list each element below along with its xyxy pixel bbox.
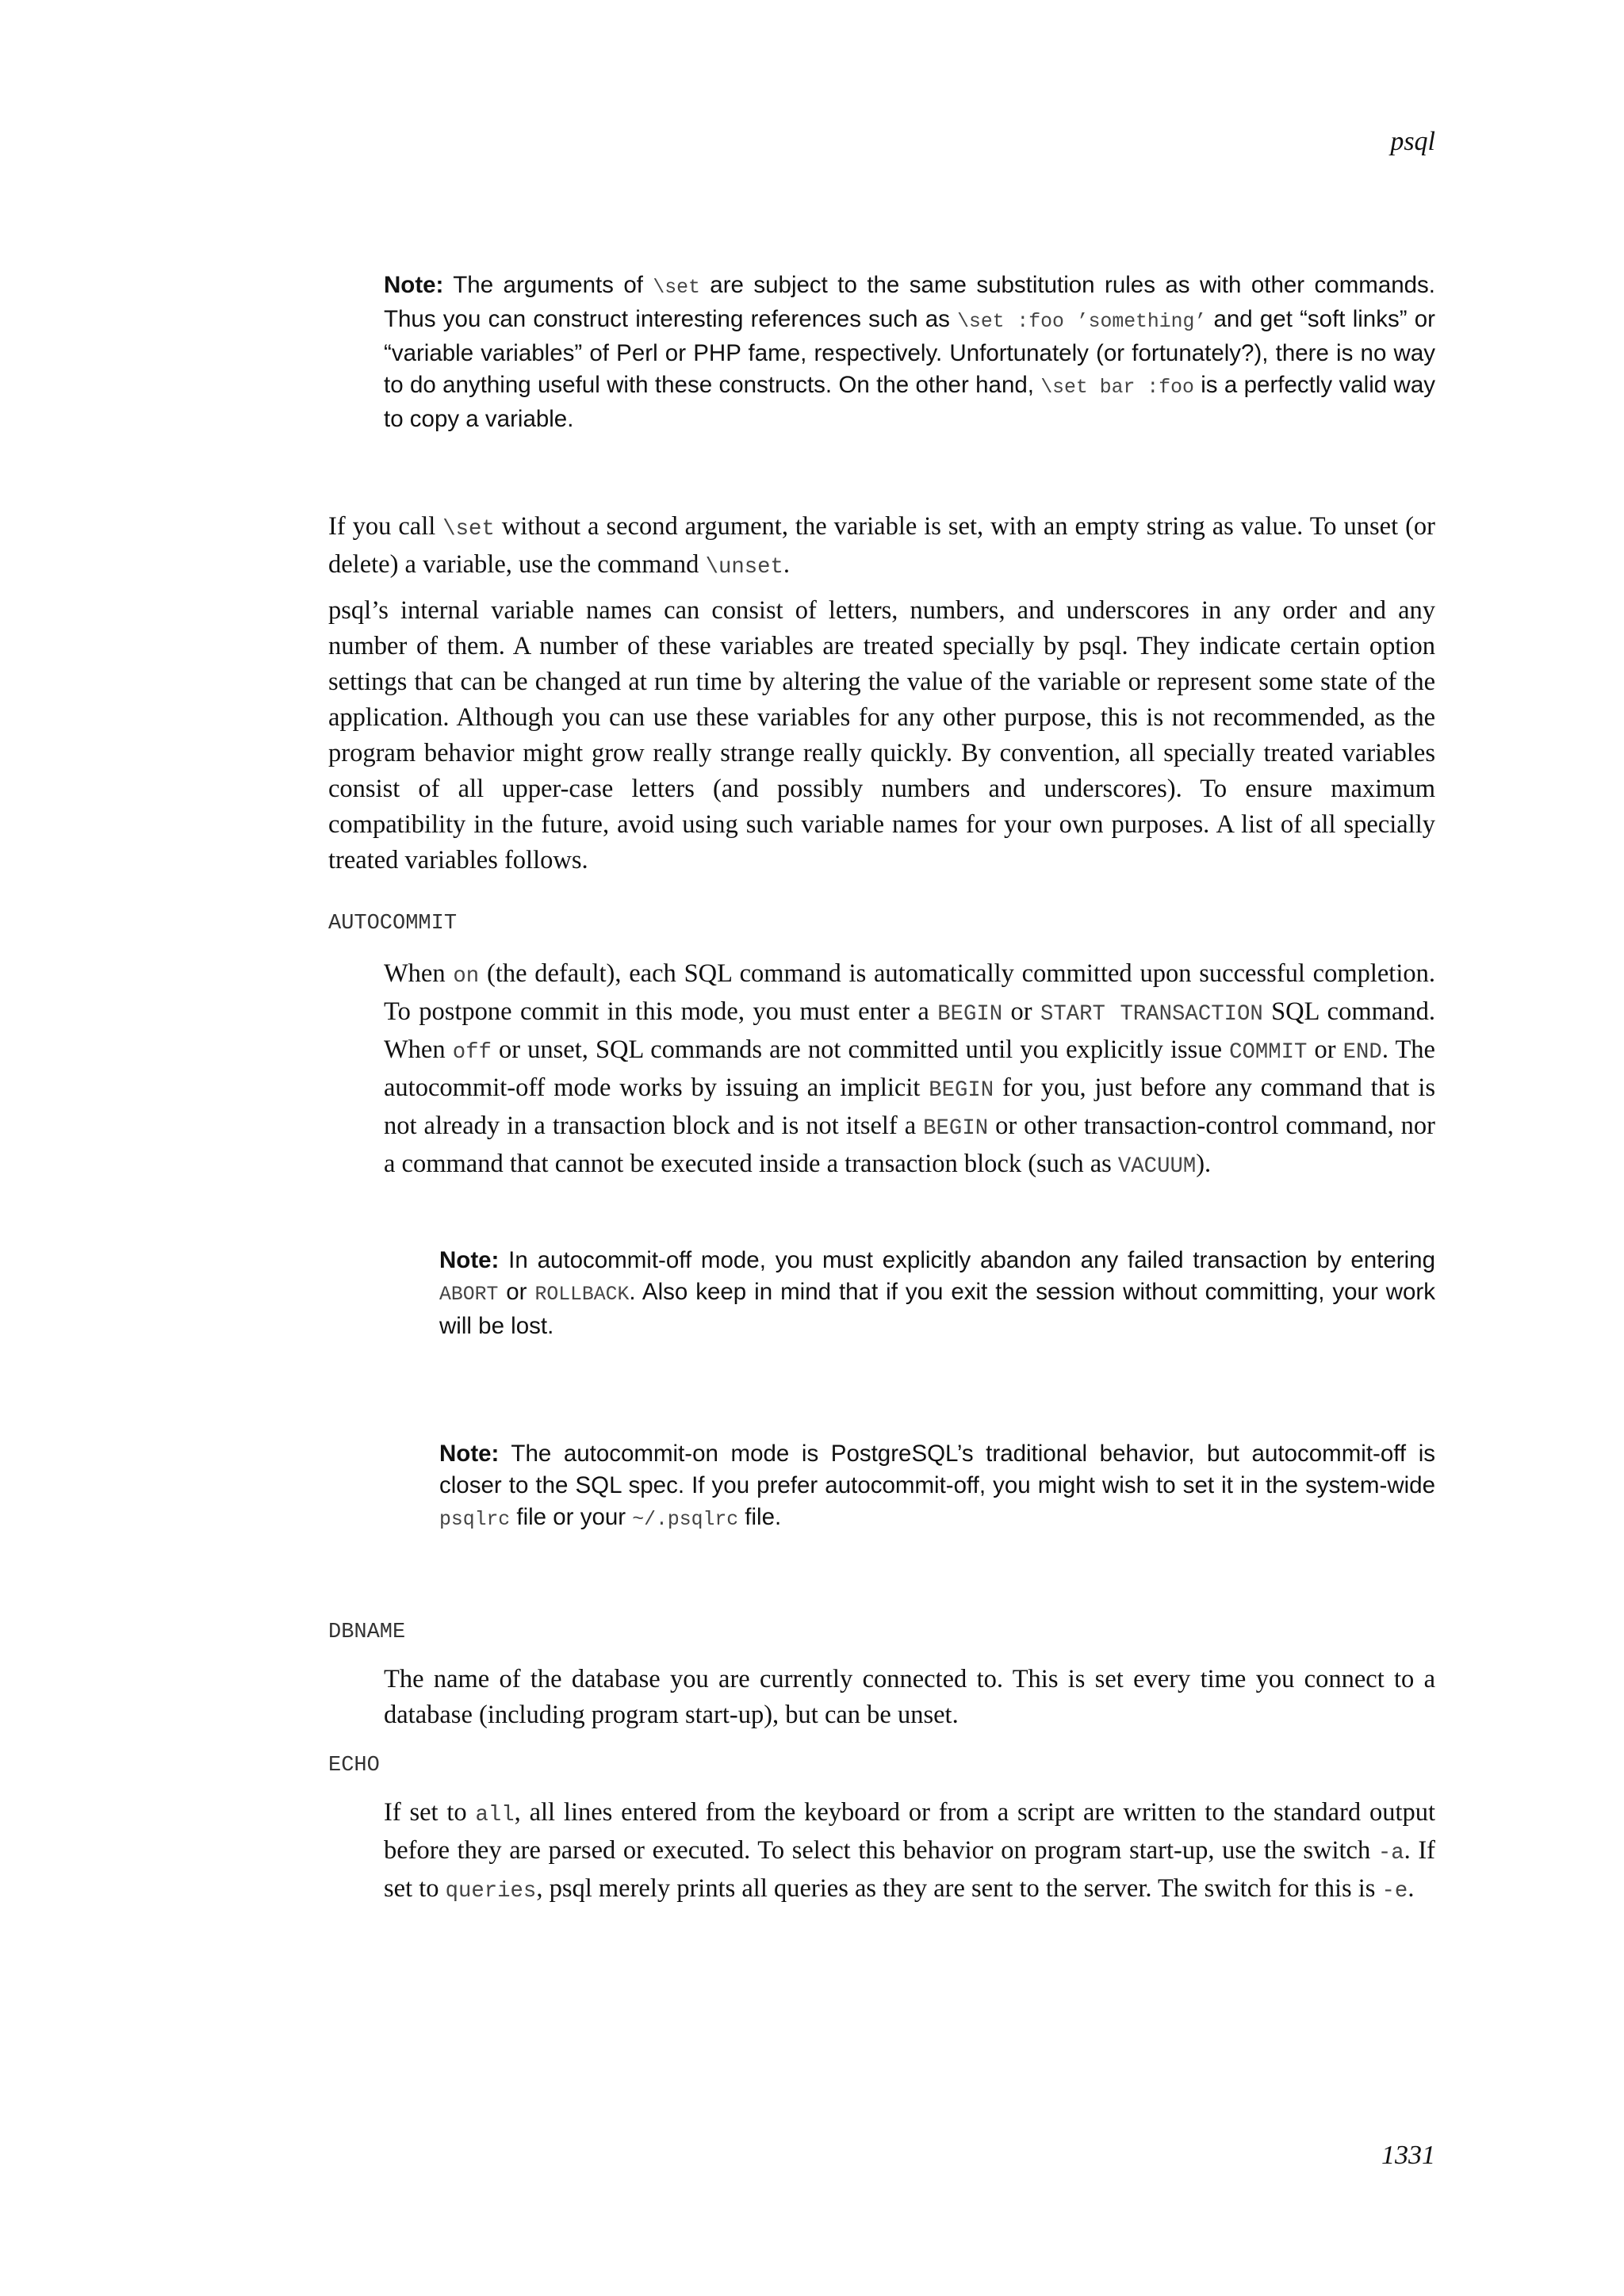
code-set-bar: \set bar :foo (1040, 377, 1194, 399)
page-number: 1331 (1381, 2141, 1435, 2170)
paragraph-set-unset: If you call \set without a second argument, the variable is set, with an empty string as value. To unset (or delete) a variable, use the command \unset. (328, 512, 1435, 580)
definition-dbname: The name of the database you are currently connected to. This is set every time you connect to a database (including program start-up), but can be unset. (384, 1665, 1435, 1729)
note-autocommit-off: Note: In autocommit-off mode, you must explicitly abandon any failed transaction by entering ABORT or ROLLBACK. Also keep in mind that if you exit the session without committing, your work will be lost. (439, 1247, 1436, 1339)
note-autocommit-on: Note: The autocommit-on mode is PostgreSQL’s traditional behavior, but autocommit-off is closer to the SQL spec. If you prefer autocommit-off, you might wish to set it in the system-wide psqlrc file or your ~/.psqlrc file. (439, 1441, 1435, 1531)
paragraph-variable-names: psql’s internal variable names can consist of letters, numbers, and underscores in any order and any number of them. A number of these variables are treated specially by psql. They indicate certain option settings that can be changed at run time by altering the value of the variable or represent some state of the application. Although you can use these variables for any other purpose, this is not recommended, as the program behavior might grow really strange really quickly. By convention, all specially treated variables consist of all upper-case letters (and possibly numbers and underscores). To ensure maximum compatibility in the future, avoid using such variable names for your own purposes. A list of all specially treated variables follows. (328, 596, 1435, 874)
note-label: Note: (439, 1441, 500, 1467)
definition-autocommit: When on (the default), each SQL command is automatically committed upon successful completion. To postpone commit in this mode, you must enter a BEGIN or START TRANSACTION SQL command. When off or unset, SQL commands are not committed until you explicitly issue COMMIT or END. The autocommit-off mode works by issuing an implicit BEGIN for you, just before any command that is not already in a transaction block and is not itself a BEGIN or other transaction-control command, nor a command that cannot be executed inside a transaction block (such as VACUUM). (384, 959, 1436, 1179)
note-label: Note: (439, 1247, 500, 1273)
code-set: \set (653, 277, 700, 299)
term-echo: ECHO (328, 1754, 380, 1777)
note-label: Note: (384, 272, 444, 298)
definition-echo: If set to all, all lines entered from the keyboard or from a script are written to the standard output before they are parsed or executed. To select this behavior on program start-up, use the switch -a. If set to queries, psql merely prints all queries as they are sent to the server. The switch for this is -e. (384, 1798, 1436, 1904)
term-dbname: DBNAME (328, 1621, 406, 1644)
running-header: psql (1390, 127, 1435, 156)
code-set-foo: \set :foo ’something’ (957, 311, 1207, 333)
term-autocommit: AUTOCOMMIT (328, 912, 458, 936)
note-set-substitution: Note: The arguments of \set are subject to the same substitution rules as with other commands. Thus you can construct interesting references such as \set :foo ’something’ and get “soft links” or “variable variables” of Perl or PHP fame, respectively. Unfortunately (or fortunately?), there is no way to do anything useful with these constructs. On the other hand, \set bar :foo is a perfectly valid way to copy a variable. (384, 272, 1436, 432)
